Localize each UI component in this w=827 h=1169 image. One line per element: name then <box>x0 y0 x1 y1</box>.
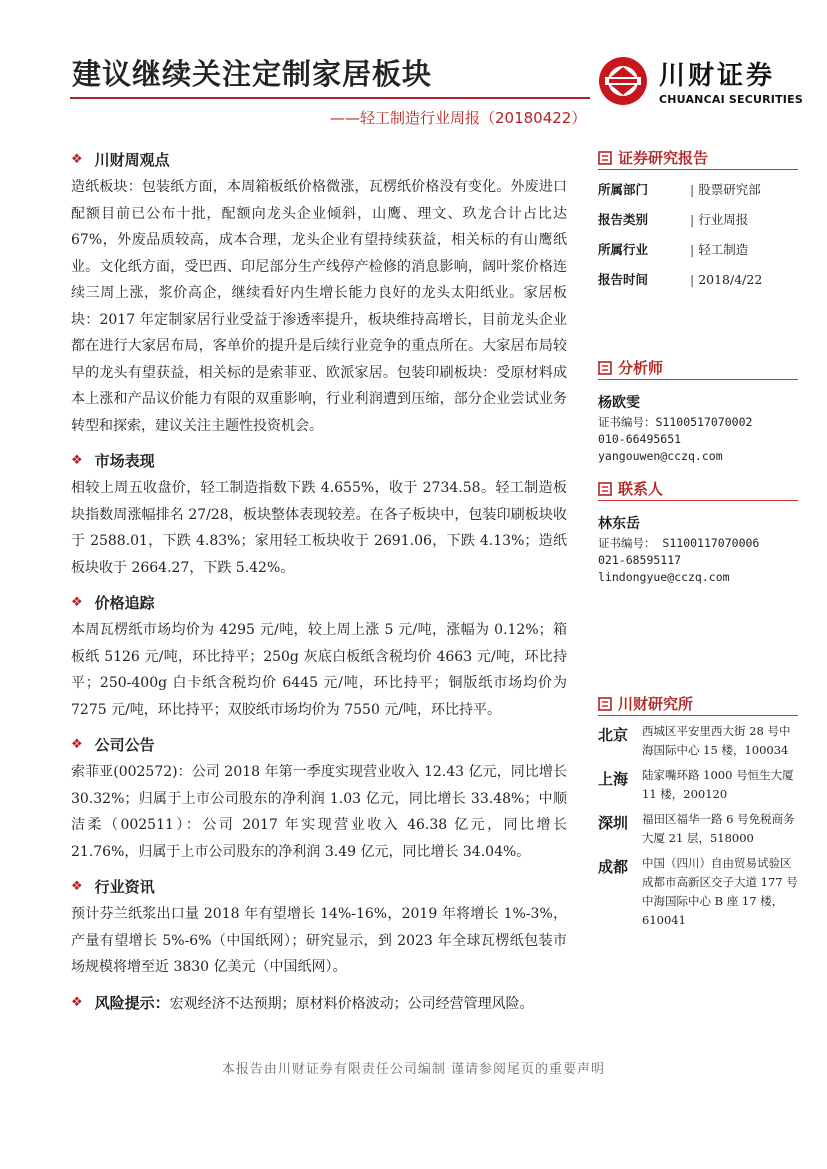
analyst-cert: 证书编号：S1100517070002 <box>598 415 753 429</box>
info-value: | 行业周报 <box>686 210 748 228</box>
office-address: 福田区福华一路 6 号免税商务大厦 21 层，518000 <box>642 812 795 845</box>
analyst-email[interactable]: yangouwen@cczq.com <box>598 449 723 463</box>
section-heading: 公司公告 <box>94 735 155 754</box>
logo-name: 川财证券 <box>659 61 776 91</box>
institute-heading: 川财研究所 <box>598 694 798 716</box>
analyst-card <box>598 392 798 465</box>
contact-email[interactable]: lindongyue@cczq.com <box>598 570 730 584</box>
office-city: 上海 <box>598 770 629 788</box>
diamond-bullet-icon: ❖ <box>71 736 83 752</box>
office-city: 深圳 <box>598 814 629 832</box>
office-item <box>598 854 798 930</box>
section-heading: 行业资讯 <box>94 877 155 896</box>
report-title: 建议继续关注定制家居板块 <box>72 57 433 91</box>
info-row <box>598 234 798 264</box>
diamond-bullet-icon: ❖ <box>71 878 83 894</box>
risk-warning <box>71 991 567 1015</box>
section-announcements <box>71 733 567 865</box>
contact-cert: 证书编号： S1100117070006 <box>598 536 760 550</box>
office-item <box>598 810 798 848</box>
office-city: 北京 <box>598 726 629 744</box>
company-logo <box>597 51 803 113</box>
contact-heading: 联系人 <box>598 479 798 501</box>
office-address: 中国（四川）自由贸易试验区成都市高新区交子大道 177 号中海国际中心 B 座 17 楼，610041 <box>642 856 798 927</box>
page-footer: 本报告由川财证券有限责任公司编制 谨请参阅尾页的重要声明 <box>221 1062 606 1077</box>
section-text: 相较上周五收盘价，轻工制造指数下跌 4.655%，收于 2734.58。轻工制造板块指数周涨幅排名 27/28，板块整体表现较差。在各子板块中，包装印刷板块收于 2588.01，下跌 4.83%；家用轻工板块收于 2691.06，下跌 4.13%；造纸板块收于 2664.27，下跌 5.42%。 <box>71 480 567 576</box>
info-row <box>598 204 798 234</box>
office-address: 西城区平安里西大街 28 号中海国际中心 15 楼，100034 <box>642 724 791 757</box>
info-key: 报告类别 <box>598 212 649 227</box>
diamond-bullet-icon: ❖ <box>71 594 83 610</box>
office-item <box>598 766 798 804</box>
document-icon <box>598 151 612 165</box>
info-value: | 轻工制造 <box>686 240 748 258</box>
section-text: 本周瓦楞纸市场均价为 4295 元/吨，较上周上涨 5 元/吨，涨幅为 0.12%；箱板纸 5126 元/吨，环比持平；250g 灰底白板纸含税均价 4663 元/吨，环比持平；250-400g 白卡纸含税均价 6445 元/吨，环比持平；铜版纸市场均价为 7275 元/吨，环比持平；双胶纸市场均价为 7550 元/吨，环比持平。 <box>71 622 567 718</box>
section-price <box>71 591 567 723</box>
risk-label: 风险提示： <box>94 994 170 1012</box>
contact-phone: 021-68595117 <box>598 553 682 567</box>
info-value: | 2018/4/22 <box>686 272 762 287</box>
info-key: 所属行业 <box>598 242 649 257</box>
section-text: 造纸板块：包装纸方面，本周箱板纸价格微涨，瓦楞纸价格没有变化。外废进口配额目前已公布十批，配额向龙头企业倾斜，山鹰、理文、玖龙合计占比达 67%，外废品质较高，成本合理，龙头企业有望持续获益，相关标的有山鹰纸业。文化纸方面，受巴西、印尼部分生产线停产检修的消息影响，阔叶浆价格连续三周上涨，浆价高企，继续看好内生增长能力良好的龙头太阳纸业。家居板块：2017 年定制家居行业受益于渗透率提升，板块维持高增长，目前龙头企业都在进行大家居布局，客单价的提升是后续行业竞争的重点所在。大家居布局较早的龙头有望获益，相关标的是索菲亚、欧派家居。包装印刷板块：受原材料成本上涨和产品议价能力有限的双重影响，行业利润遭到压缩，部分企业尝试业务转型和探索，建议关注主题性投资机会。 <box>71 179 567 434</box>
section-weekly-view <box>71 148 567 439</box>
info-value: | 股票研究部 <box>686 180 761 198</box>
analyst-name: 杨欧雯 <box>598 395 640 411</box>
section-text: 索菲亚(002572)：公司 2018 年第一季度实现营业收入 12.43 亿元，同比增长 30.32%；归属于上市公司股东的净利润 1.03 亿元，同比增长 33.48%；中顺洁柔（002511）：公司 2017 年实现营业收入 46.38 亿元，同比增长 21.76%，归属于上市公司股东的净利润 3.49 亿元，同比增长 34.04%。 <box>71 764 567 860</box>
info-key: 报告时间 <box>598 272 649 287</box>
main-content <box>71 148 567 1015</box>
report-info-heading: 证券研究报告 <box>598 148 798 170</box>
info-row <box>598 174 798 204</box>
office-item <box>598 722 798 760</box>
office-list <box>598 722 798 930</box>
section-market <box>71 449 567 581</box>
office-city: 成都 <box>598 858 629 876</box>
diamond-bullet-icon: ❖ <box>71 452 83 468</box>
logo-mark-icon <box>597 55 649 107</box>
office-address: 陆家嘴环路 1000 号恒生大厦 11 楼，200120 <box>642 768 794 801</box>
section-heading: 川财周观点 <box>94 150 170 169</box>
info-key: 所属部门 <box>598 182 649 197</box>
section-heading: 市场表现 <box>94 451 155 470</box>
contact-card <box>598 513 798 586</box>
section-industry-news <box>71 875 567 981</box>
diamond-bullet-icon: ❖ <box>71 995 83 1010</box>
logo-english-name: CHUANCAI SECURITIES <box>659 93 803 106</box>
section-text: 预计芬兰纸浆出口量 2018 年有望增长 14%-16%，2019 年将增长 1%-3%，产量有望增长 5%-6%（中国纸网）；研究显示，到 2023 年全球瓦楞纸包装市场规模将增至近 3830 亿美元（中国纸网）。 <box>71 906 567 975</box>
sidebar <box>598 148 798 930</box>
contact-name: 林东岳 <box>598 516 640 532</box>
analyst-phone: 010-66495651 <box>598 432 682 446</box>
document-icon <box>598 697 612 711</box>
document-icon <box>598 482 612 496</box>
diamond-bullet-icon: ❖ <box>71 151 83 167</box>
section-heading: 价格追踪 <box>94 593 155 612</box>
analyst-heading: 分析师 <box>598 358 798 380</box>
document-icon <box>598 361 612 375</box>
header-rule <box>70 96 590 102</box>
info-row <box>598 264 798 294</box>
report-subtitle: ——轻工制造行业周报（20180422） <box>330 109 587 127</box>
risk-text: 宏观经济不达预期；原材料价格波动；公司经营管理风险。 <box>169 995 534 1012</box>
report-info-table <box>598 174 798 294</box>
